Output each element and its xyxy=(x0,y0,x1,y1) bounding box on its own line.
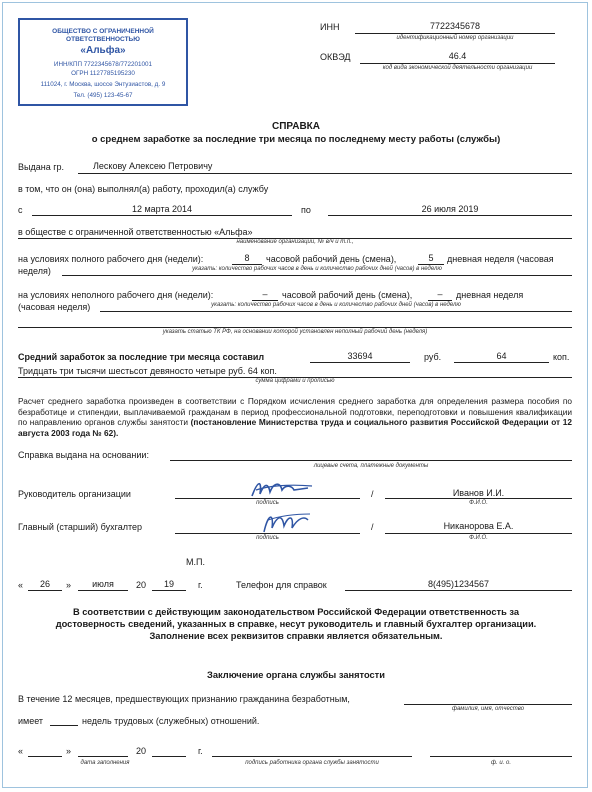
org-hint: наименование организации, № в/ч и т.п., xyxy=(236,239,354,245)
date-close: » xyxy=(66,580,72,590)
fulltime-hours: 8 xyxy=(244,253,250,263)
okved-value: 46.4 xyxy=(448,51,467,61)
calc-note xyxy=(18,396,572,438)
fulltime-days-text: дневная неделя (часовая xyxy=(447,254,554,264)
org-name: в обществе с ограниченной ответственностью «Альфа» xyxy=(18,227,253,237)
accountant-sign-hint: подпись xyxy=(256,535,279,541)
head-sign-hint: подпись xyxy=(256,500,279,506)
head-fio-hint: Ф.И.О. xyxy=(469,500,488,506)
stamp-ogrn: ОГРН 1127785195230 xyxy=(71,70,135,77)
parttime-line2: (часовая неделя) xyxy=(18,302,91,312)
accountant-label: Главный (старший) бухгалтер xyxy=(18,522,143,532)
parttime-days-text: дневная неделя xyxy=(456,290,524,300)
fulltime-line2: неделя) xyxy=(18,266,51,276)
conclusion-title: Заключение органа службы занятости xyxy=(207,670,385,680)
parttime-label: на условиях неполного рабочего дня (недели): xyxy=(18,290,214,300)
conclusion-has: имеет xyxy=(18,716,44,726)
doc-subtitle: о среднем заработке за последние три месяца по последнему месту работы (службы) xyxy=(91,134,501,145)
conclusion-line1: В течение 12 месяцев, предшествующих признанию гражданина безработным, xyxy=(18,694,350,704)
issued-name: Лескову Алексею Петровичу xyxy=(93,161,213,171)
fulltime-hours-text: часовой рабочий день (смена), xyxy=(266,254,397,264)
date-day: 26 xyxy=(39,579,50,589)
inn-hint: идентификационный номер организации xyxy=(396,35,514,41)
phone-value: 8(495)1234567 xyxy=(427,579,490,589)
conclusion-year-suffix: г. xyxy=(198,746,203,756)
fulltime-hint: указать: количество рабочих часов в день и количество рабочих дней (часов) в неделю xyxy=(192,266,442,272)
stamp-phone: Тел. (495) 123-45-67 xyxy=(73,92,133,99)
conclusion-hint-name: фамилия, имя, отчество xyxy=(451,706,525,712)
conclusion-hint-sign: подпись работника органа службы занятости xyxy=(245,760,379,766)
from-date: 12 марта 2014 xyxy=(131,204,193,214)
conclusion-weeks: недель трудовых (служебных) отношений. xyxy=(82,716,260,726)
salary-words: Тридцать три тысячи шестьсот девяносто четыре руб. 64 коп. xyxy=(18,366,277,376)
okved-hint: код вида экономической деятельности организации xyxy=(382,65,533,71)
to-date: 26 июля 2019 xyxy=(421,204,479,214)
accountant-name: Никанорова Е.А. xyxy=(443,521,514,531)
conclusion-year-prefix: 20 xyxy=(136,746,147,756)
doc-title: СПРАВКА xyxy=(272,121,320,132)
head-slash: / xyxy=(371,489,374,499)
date-year-prefix: 20 xyxy=(136,580,147,590)
calc-note-bold: (постановление Министерства труда и социального развития Российской Федерации от 12 августа 2003 года № 62). xyxy=(18,417,572,438)
conclusion-hint-fio: ф. и. о. xyxy=(490,760,512,766)
basis-hint: лицевые счета, платежные документы xyxy=(313,463,429,469)
parttime-hint2: указать статью ТК РФ, на основании которой установлен неполный рабочий день (неделя) xyxy=(162,329,428,335)
date-year-suffix: г. xyxy=(198,580,203,590)
date-open: « xyxy=(18,580,24,590)
salary-kop: 64 xyxy=(496,351,507,361)
stamp-name: «Альфа» xyxy=(80,45,126,56)
salary-kop-label: коп. xyxy=(553,352,570,362)
calc-note-text: Расчет среднего заработка произведен в соответствии с Порядком исчисления среднего заработка для определения размера пособия по безработице и стипендии, выплачиваемой гражданам в период профессиональной подготовки, переподготовки и повышения квалификации по направлению органов службы занятости xyxy=(18,396,572,428)
conclusion-hint-date: дата заполнения xyxy=(80,760,130,766)
parttime-hint: указать: количество рабочих часов в день и количество рабочих дней (часов) в неделю xyxy=(211,302,461,308)
warning-line2: достоверность сведений, указанных в справке, несут руководитель и главный бухгалтер организации. xyxy=(55,619,537,629)
work-text: в том, что он (она) выполнял(а) работу, проходил(а) службу xyxy=(18,184,269,194)
stamp-inn-kpp: ИНН/КПП 7722345678/772201001 xyxy=(53,61,153,68)
date-month: июля xyxy=(92,579,114,589)
parttime-hours-text: часовой рабочий день (смена), xyxy=(282,290,413,300)
salary-rub-label: руб. xyxy=(424,352,442,362)
basis-label: Справка выдана на основании: xyxy=(18,450,149,460)
stamp-line2: ОТВЕТСТВЕННОСТЬЮ xyxy=(66,36,140,43)
fulltime-label: на условиях полного рабочего дня (недели): xyxy=(18,254,204,264)
to-label: по xyxy=(301,205,311,215)
conclusion-date-close: » xyxy=(66,746,72,756)
issued-label: Выдана гр. xyxy=(18,162,64,172)
stamp-line1: ОБЩЕСТВО С ОГРАНИЧЕННОЙ xyxy=(52,28,154,35)
okved-label: ОКВЭД xyxy=(320,52,351,62)
conclusion-date-open: « xyxy=(18,746,24,756)
accountant-fio-hint: Ф.И.О. xyxy=(469,535,488,541)
date-year: 19 xyxy=(163,579,174,589)
fulltime-days: 5 xyxy=(428,253,434,263)
from-label: с xyxy=(18,205,23,215)
head-name: Иванов И.И. xyxy=(452,488,505,498)
stamp-place: М.П. xyxy=(186,557,205,567)
salary-rub: 33694 xyxy=(347,351,373,361)
organization-stamp xyxy=(18,18,188,106)
inn-label: ИНН xyxy=(320,22,340,32)
phone-label: Телефон для справок xyxy=(236,580,327,590)
accountant-slash: / xyxy=(371,522,374,532)
warning-line3: Заполнение всех реквизитов справки является обязательным. xyxy=(149,631,443,641)
parttime-hours: – xyxy=(262,289,268,299)
salary-hint: сумма цифрами и прописью xyxy=(255,378,335,384)
salary-label: Средний заработок за последние три месяца составил xyxy=(18,352,265,362)
warning-line1: В соответствии с действующим законодательством Российской Федерации ответственность за xyxy=(72,607,520,617)
stamp-address: 111024, г. Москва, шоссе Энтузиастов, д. 9 xyxy=(40,81,166,88)
inn-value: 7722345678 xyxy=(429,21,481,31)
parttime-days: – xyxy=(437,289,443,299)
head-label: Руководитель организации xyxy=(18,489,131,499)
